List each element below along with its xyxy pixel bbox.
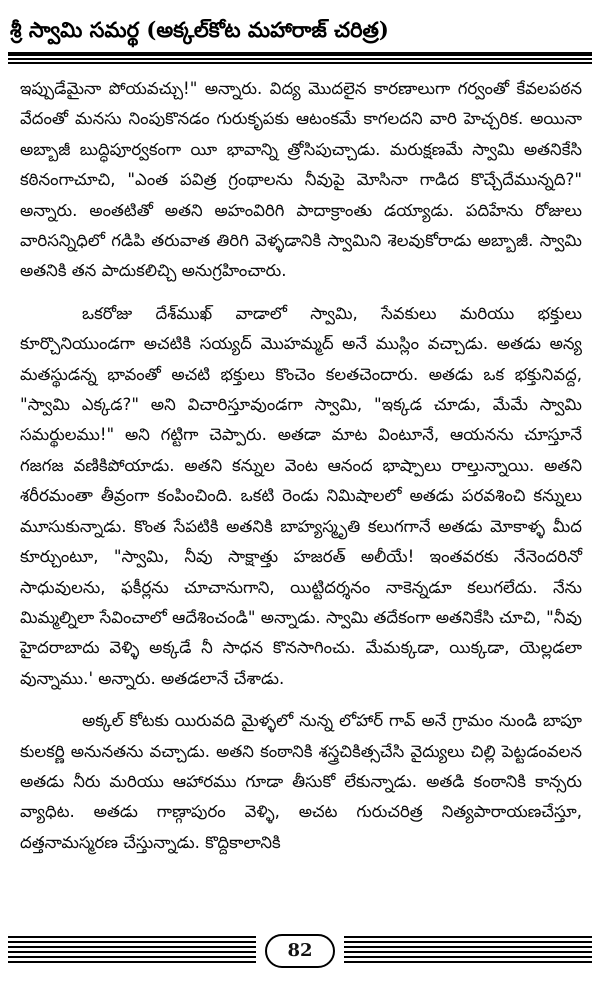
paragraph-2: ఒకరోజు దేశ్‌ముఖ్ వాడాలో స్వామి, సేవకులు మరియు భక్తులు కూర్చొనియుండగా అచటికి సయ్యద్ మొహమ్మద్ అనే ముస్లిం వచ్చాడు. అతడు అన్య మతస్థుడన్న భావంతో అచటి భక్తులు కొంచెం కలతచెందారు. అతడు ఒక భక్తునివద్ద, "స్వామి ఎక్కడ?" అని విచారిస్తూవుండగా స్వామి, "ఇక్కడ చూడు, మేమే స్వామి సమర్థులము!" అని గట్టిగా చెప్పారు. అతడా మాట వింటూనే, ఆయనను చూస్తూనే గజగజ వణికిపోయాడు. అతని కన్నుల వెంట ఆనంద భాష్పాలు రాల్తున్నాయి. అతని శరీరమంతా తీవ్రంగా కంపించింది. ఒకటి రెండు నిమిషాలలో అతడు పరవశించి కన్నులు మూసుకున్నాడు. కొంత సేపటికి అతనికి బాహ్యస్మృతి కలుగగానే అతడు మోకాళ్ళ మీద కూర్చుంటూ, "స్వామి, నీవు సాక్షాత్తు హజరత్ అలీయే! ఇంతవరకు నేనెందరినో సాధువులను, ఫకీర్లను చూచానుగాని, యిట్టిదర్శనం నాకెన్నడూ కలుగలేదు. నేను మిమ్మల్నిలా సేవించాలో ఆదేశించండి" అన్నాడు. స్వామి తదేకంగా అతనికేసి చూచి, "నీవు హైదరాబాదు వెళ్ళి అక్కడే నీ సాధన కొనసాగించు. మేమక్కడా, యిక్కడా, యెల్లడలా వున్నాము.' అన్నారు. అతడలానే చేశాడు. <box>20 303 582 688</box>
book-title: శ్రీ స్వామి సమర్థ (అక్కల్‌కోట మహారాజ్ చరిత్ర) <box>10 17 389 42</box>
footer-rule-right <box>344 936 592 966</box>
paragraph-1: ఇప్పుడేమైనా పోయవచ్చు!" అన్నారు. విద్య మొదలైన కారణాలుగా గర్వంతో కేవలపఠన వేదంతో మనసు నింపుకొనడం గురుకృపకు ఆటంకమే కాగలదని వారి హెచ్చరిక. అయినా అబ్బాజీ బుద్ధిపూర్వకంగా యీ భావాన్ని త్రోసిపుచ్చాడు. మరుక్షణమే స్వామి అతనికేసి కఠినంగాచూచి, "ఎంత పవిత్ర గ్రంథాలను నీవుపై మోసినా గాడిద కొచ్చేదేమున్నది?" అన్నారు. అంతటితో అతని అహంవిరిగి పాదాక్రాంతు డయ్యాడు. పదిహేను రోజులు వారిసన్నిధిలో గడిపి తరువాత తిరిగి వెళ్ళడానికి స్వామిని శెలవుకోరాడు అబ్బాజీ. స్వామి అతనికి తన పాదుకలిచ్చి అనుగ్రహించారు. <box>20 79 582 281</box>
page-body <box>20 74 582 858</box>
page-header <box>8 8 592 68</box>
header-rule <box>8 52 592 66</box>
footer-rule-left <box>8 936 256 966</box>
page-footer <box>8 928 592 980</box>
page-number: 82 <box>265 934 335 968</box>
paragraph-3: అక్కల్ కోటకు యిరువది మైళ్ళలో నున్న లోహార్ గావ్ అనే గ్రామం నుండి బాపూ కులకర్ణి అనునతను వచ్చాడు. అతని కంఠానికి శస్త్రచికిత్సచేసి వైద్యులు చిల్లి పెట్టడంవలన అతడు నీరు మరియు ఆహారము గూడా తీసుకో లేకున్నాడు. అతడి కంఠానికి కాన్సరు వ్యాధిట. అతడు గాణ్గాపురం వెళ్ళి, అచట గురుచరిత్ర నిత్యపారాయణచేస్తూ, దత్తనామస్మరణ చేస్తున్నాడు. కొద్దికాలానికి <box>20 711 582 852</box>
